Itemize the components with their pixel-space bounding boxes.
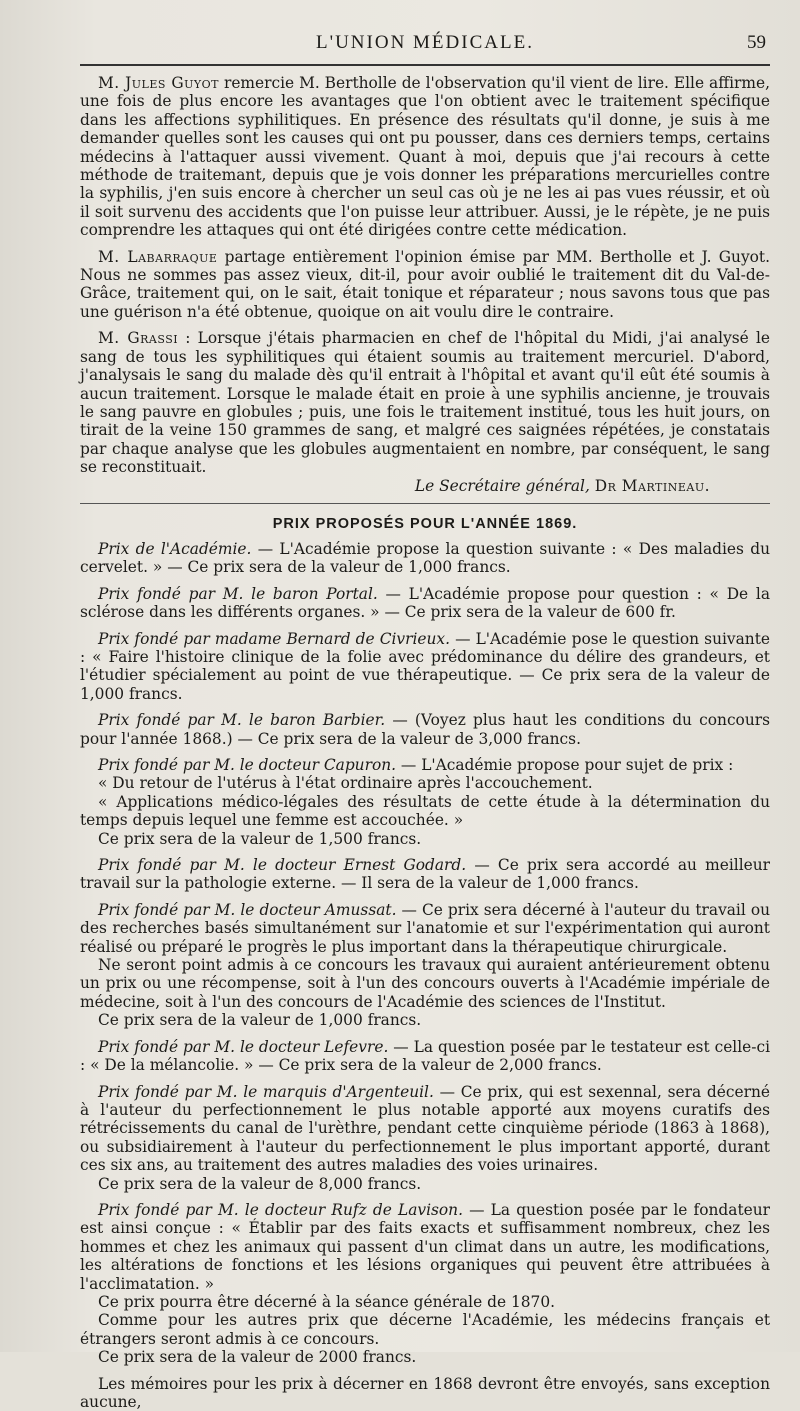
prize-title: Prix fondé par M. le docteur Amussat. xyxy=(98,900,397,919)
signature-name: Dr Martineau. xyxy=(594,476,710,495)
prize-academie xyxy=(80,540,770,577)
prize-title: Prix fondé par M. le docteur Rufz de Lavison. xyxy=(98,1200,463,1219)
prize-civrieux xyxy=(80,630,770,704)
speaker-name: M. Grassi xyxy=(98,329,179,348)
closing-paragraph: Les mémoires pour les prix à décerner en 1868 devront être envoyés, sans exception aucune, xyxy=(80,1374,770,1411)
prize-text: — L'Académie propose pour sujet de prix : xyxy=(396,756,734,774)
running-title: L'UNION MÉDICALE. xyxy=(316,32,534,53)
prize-title: Prix fondé par madame Bernard de Civrieux. xyxy=(98,629,450,648)
signature-role: Le Secrétaire général, xyxy=(414,476,590,495)
prize-title: Prix de l'Académie. xyxy=(98,539,252,558)
prize-rufz-admission: Comme pour les autres prix que décerne l'Académie, les médecins français et étrangers seront admis à ce concours. xyxy=(80,1311,770,1348)
prize-rufz xyxy=(80,1201,770,1293)
page-header xyxy=(80,28,770,58)
section-rule xyxy=(80,503,770,504)
speaker-name: M. Labarraque xyxy=(98,247,218,266)
paragraph-guyot xyxy=(80,74,770,240)
paragraph-grassi xyxy=(80,329,770,476)
prize-text: — Ce prix, qui est sexennal, sera décerné à l'auteur du perfectionnement le plus notable apporté aux moyens curatifs des rétrécissements du canal de l'urèthre, pendant cette cinquième période (1863 à 1868), ou subsidiairement à l'auteur du perfectionnement le plus important apporté, durant ces six ans, au traitement des autres maladies des voies urinaires. xyxy=(80,1082,770,1175)
prize-text: — La question posée par le testateur est celle-ci : « De la mélancolie. » — Ce prix sera de la valeur de 2,000 francs. xyxy=(80,1037,771,1075)
prize-text: — La question posée par le fondateur est ainsi conçue : « Établir par des faits exacts et suffisamment nombreux, chez les hommes et chez les animaux qui passent d'un climat dans un autre, les modifications, les altérations de fonctions et les lésions organiques qui peuvent être attribuées à l'acclimatation. » xyxy=(80,1200,771,1293)
prize-capuron-subject-2: « Applications médico-légales des résultats de cette étude à la détermination du temps depuis lequel une femme est accouchée. » xyxy=(80,792,770,830)
prize-capuron xyxy=(80,756,770,774)
signature xyxy=(80,477,710,495)
prize-barbier xyxy=(80,711,770,748)
prize-title: Prix fondé par M. le baron Barbier. xyxy=(98,711,386,730)
prize-title: Prix fondé par M. le marquis d'Argenteuil. xyxy=(98,1082,434,1101)
prize-title: Prix fondé par M. le docteur Ernest Godard. xyxy=(98,856,467,875)
prize-rufz-value: Ce prix sera de la valeur de 2000 francs. xyxy=(98,1348,417,1367)
prize-text: — (Voyez plus haut les conditions du concours pour l'année 1868.) — Ce prix sera de la valeur de 3,000 francs. xyxy=(80,711,770,748)
section-heading: PRIX PROPOSÉS POUR L'ANNÉE 1869. xyxy=(272,515,578,532)
header-rule xyxy=(80,64,770,66)
prize-lefevre xyxy=(80,1038,770,1075)
prize-capuron-value: Ce prix sera de la valeur de 1,500 francs. xyxy=(98,829,422,848)
paragraph-text: partage entièrement l'opinion émise par MM. Bertholle et J. Guyot. Nous ne sommes pas assez vieux, dit-il, pour avoir oublié le traitement dit du Val-de-Grâce, traitement qui, on le sait, était tonique et réparateur ; nous savons tous que pas une guérison n'a été obtenue, quoique on ait voulu dire le contraire. xyxy=(80,247,770,321)
paragraph-text: remercie M. Bertholle de l'observation qu'il vient de lire. Elle affirme, une fois de plus encore les avantages que l'on obtient avec le traitement spécifique dans les affections syphilitiques. En présence des résultats qu'il donne, je suis à me demander quelles sont les causes qui ont pu pousser, dans ces derniers temps, certains médecins à l'attaquer aussi vivement. Quant à moi, depuis que j'ai recours à cette méthode de traitemant, depuis que je vois donner les préparations mercurielles contre la syphilis, j'en suis encore à chercher un seul cas où je ne les ai pas vues réussir, et où il soit survenu des accidents que l'on puisse leur attribuer. Aussi, je le répète, je ne puis comprendre les attaques qui ont été dirigées contre cette médication. xyxy=(80,74,770,240)
speaker-name: M. Jules Guyot xyxy=(98,74,220,92)
prize-argenteuil xyxy=(80,1083,770,1175)
prize-text: — L'Académie propose pour question : « De la sclérose dans les différents organes. » — Ce prix sera de la valeur de 600 fr. xyxy=(80,584,770,622)
prize-portal xyxy=(80,585,770,622)
prize-amussat-value: Ce prix sera de la valeur de 1,000 francs. xyxy=(98,1011,422,1030)
prize-title: Prix fondé par M. le baron Portal. xyxy=(98,584,378,603)
prize-rufz-date: Ce prix pourra être décerné à la séance générale de 1870. xyxy=(98,1292,556,1311)
paragraph-labarraque xyxy=(80,248,770,322)
prize-capuron-subject-1: « Du retour de l'utérus à l'état ordinaire après l'accouchement. xyxy=(98,774,593,793)
prize-godard xyxy=(80,856,770,893)
prize-title: Prix fondé par M. le docteur Lefevre. xyxy=(98,1037,389,1056)
paragraph-text: : Lorsque j'étais pharmacien en chef de l'hôpital du Midi, j'ai analysé le sang de tous les syphilitiques qui étaient soumis au traitement mercuriel. D'abord, j'analysais le sang du malade dès qu'il entrait à l'hôpital et avant qu'il eût été soumis à aucun traitement. Lorsque le malade était en proie à une syphilis ancienne, je trouvais le sang pauvre en globules ; puis, une fois le traitement institué, tous les huit jours, on tirait de la veine 150 grammes de sang, et malgré ces saignées répétées, je constatais par chaque analyse que les globules augmentaient en nombre, par conséquent, le sang se reconstituait. xyxy=(80,329,770,477)
prize-amussat xyxy=(80,901,770,956)
prize-title: Prix fondé par M. le docteur Capuron. xyxy=(98,756,397,774)
prize-text: — L'Académie pose le question suivante : « Faire l'histoire clinique de la folie avec prédominance du délire des grandeurs, et l'étudier spécialement au point de vue thérapeutique. — Ce prix sera de la valeur de 1,000 francs. xyxy=(80,629,770,703)
prize-amussat-condition: Ne seront point admis à ce concours les travaux qui auraient antérieurement obtenu un prix ou une récompense, soit à l'un des concours ouverts à l'Académie impériale de médecine, soit à l'un des concours de l'Académie des sciences de l'Institut. xyxy=(80,956,770,1011)
prize-text: — Ce prix sera accordé au meilleur travail sur la pathologie externe. — Il sera de la valeur de 1,000 francs. xyxy=(80,856,770,893)
page-number: 59 xyxy=(747,32,766,53)
prize-text: — Ce prix sera décerné à l'auteur du travail ou des recherches basés simultanément sur l'anatomie et sur l'expérimentation qui auront réalisé ou préparé le progrès le plus important dans la thérapeutique chirurgicale. xyxy=(80,900,771,956)
prize-text: — L'Académie propose la question suivante : « Des maladies du cervelet. » — Ce prix sera de la valeur de 1,000 francs. xyxy=(80,539,770,577)
prize-argenteuil-value: Ce prix sera de la valeur de 8,000 francs. xyxy=(98,1174,422,1193)
